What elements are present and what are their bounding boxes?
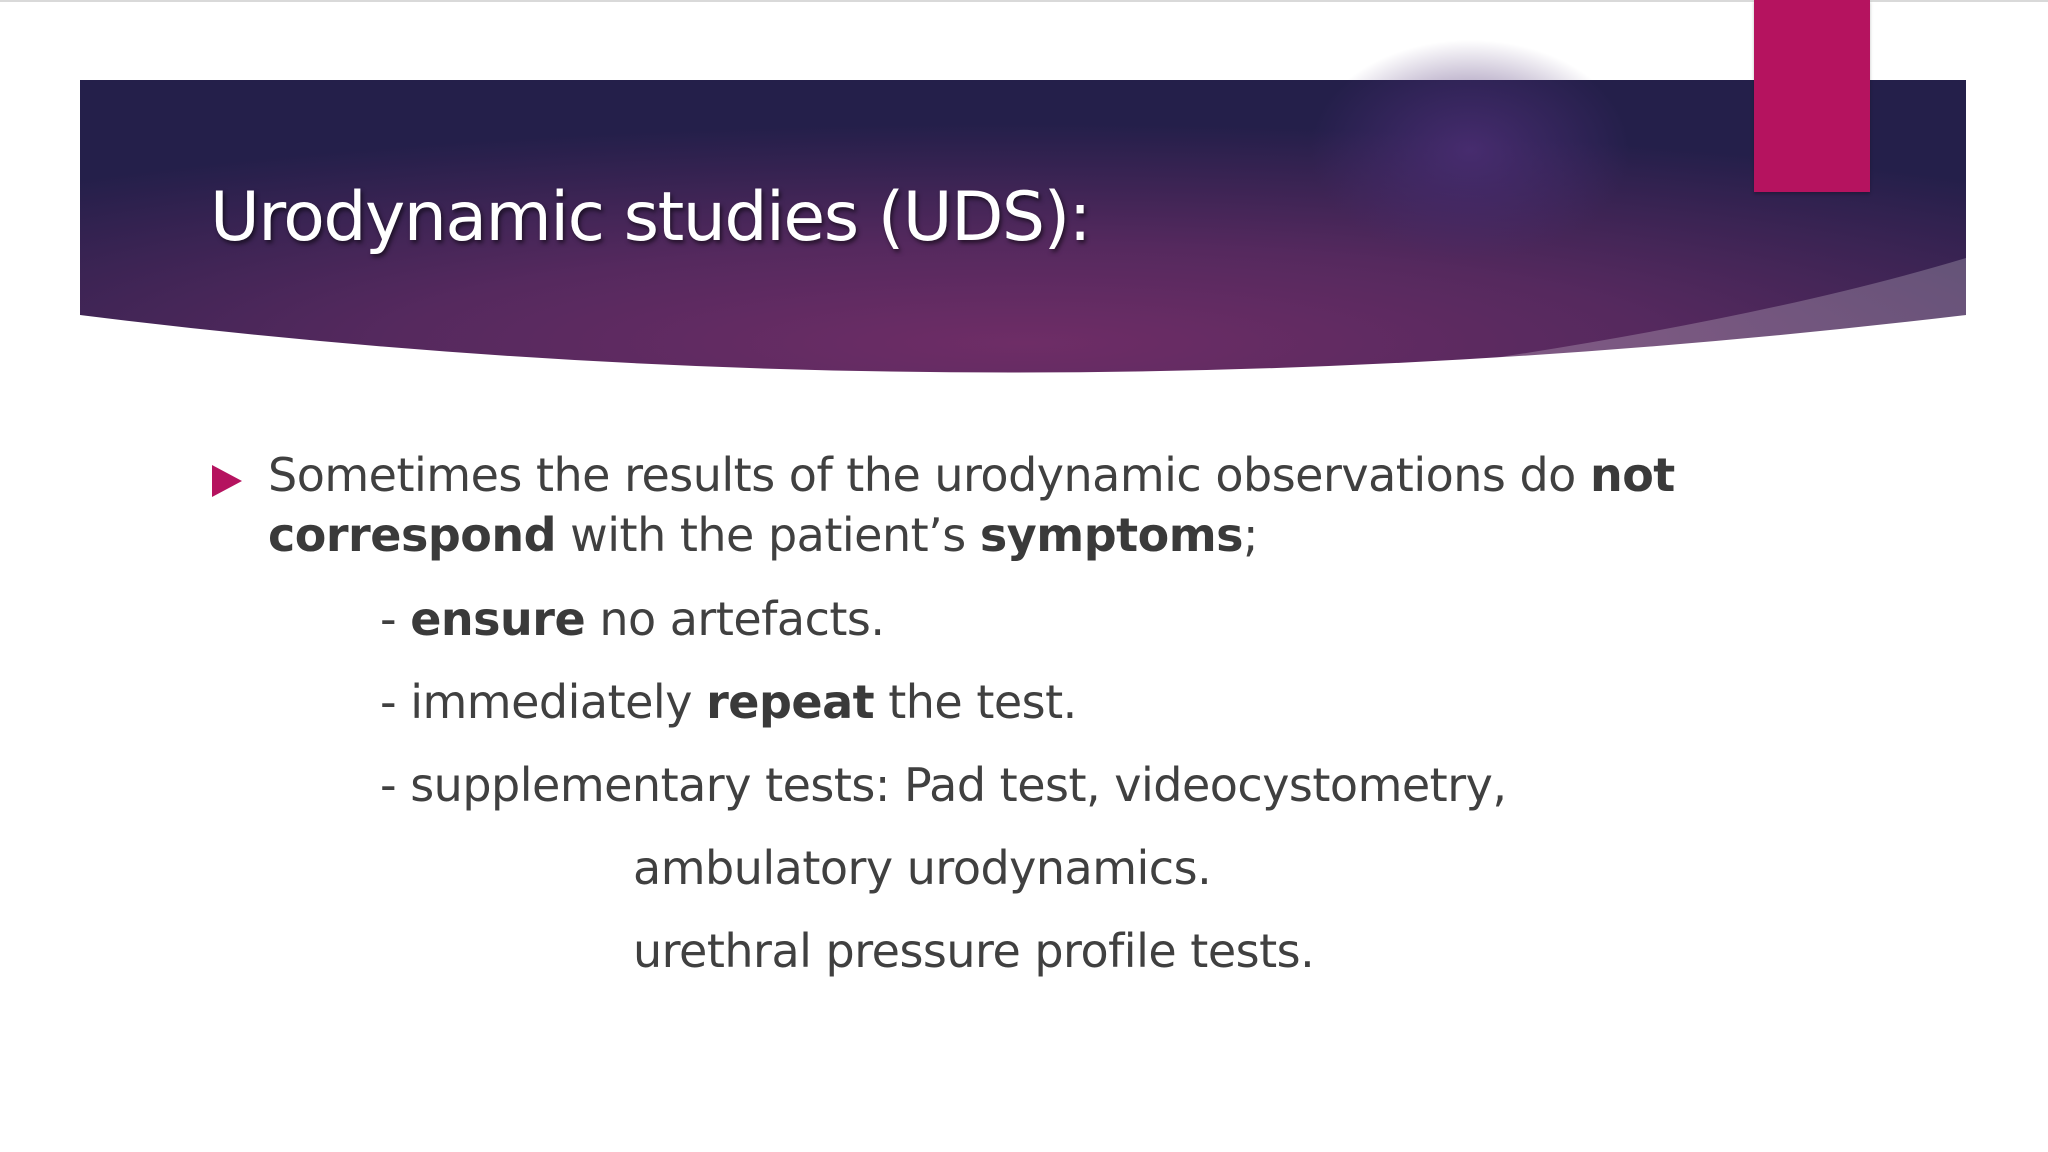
bullet-line-1 — [268, 448, 1675, 502]
slide-title: Urodynamic studies (UDS): — [210, 178, 1091, 257]
sub-item-repeat — [380, 675, 1077, 729]
bullet-text: ; — [1243, 508, 1259, 562]
bullet-text: Sometimes the results of the urodynamic observations do — [268, 448, 1590, 502]
triangle-right-icon — [212, 465, 242, 497]
sub-item-emphasis: ensure — [410, 592, 586, 646]
bullet-line-2 — [268, 508, 1258, 562]
bullet-text: with the patient’s — [556, 508, 980, 562]
sub-item-emphasis: repeat — [706, 675, 875, 729]
continuation-line-ambulatory: ambulatory urodynamics. — [633, 841, 1212, 895]
bullet-emphasis: symptoms — [979, 508, 1244, 562]
sub-item-prefix: - immediately — [380, 675, 707, 729]
bullet-emphasis: not — [1589, 448, 1675, 502]
continuation-line-urethral: urethral pressure profile tests. — [633, 924, 1315, 978]
bullet-emphasis: correspond — [268, 508, 557, 562]
sub-item-prefix: - — [380, 592, 411, 646]
sub-item-text: no artefacts. — [585, 592, 885, 646]
sub-item-supplementary: - supplementary tests: Pad test, videocystometry, — [380, 758, 1507, 812]
sub-item-ensure — [380, 592, 884, 646]
sub-item-text: the test. — [874, 675, 1077, 729]
